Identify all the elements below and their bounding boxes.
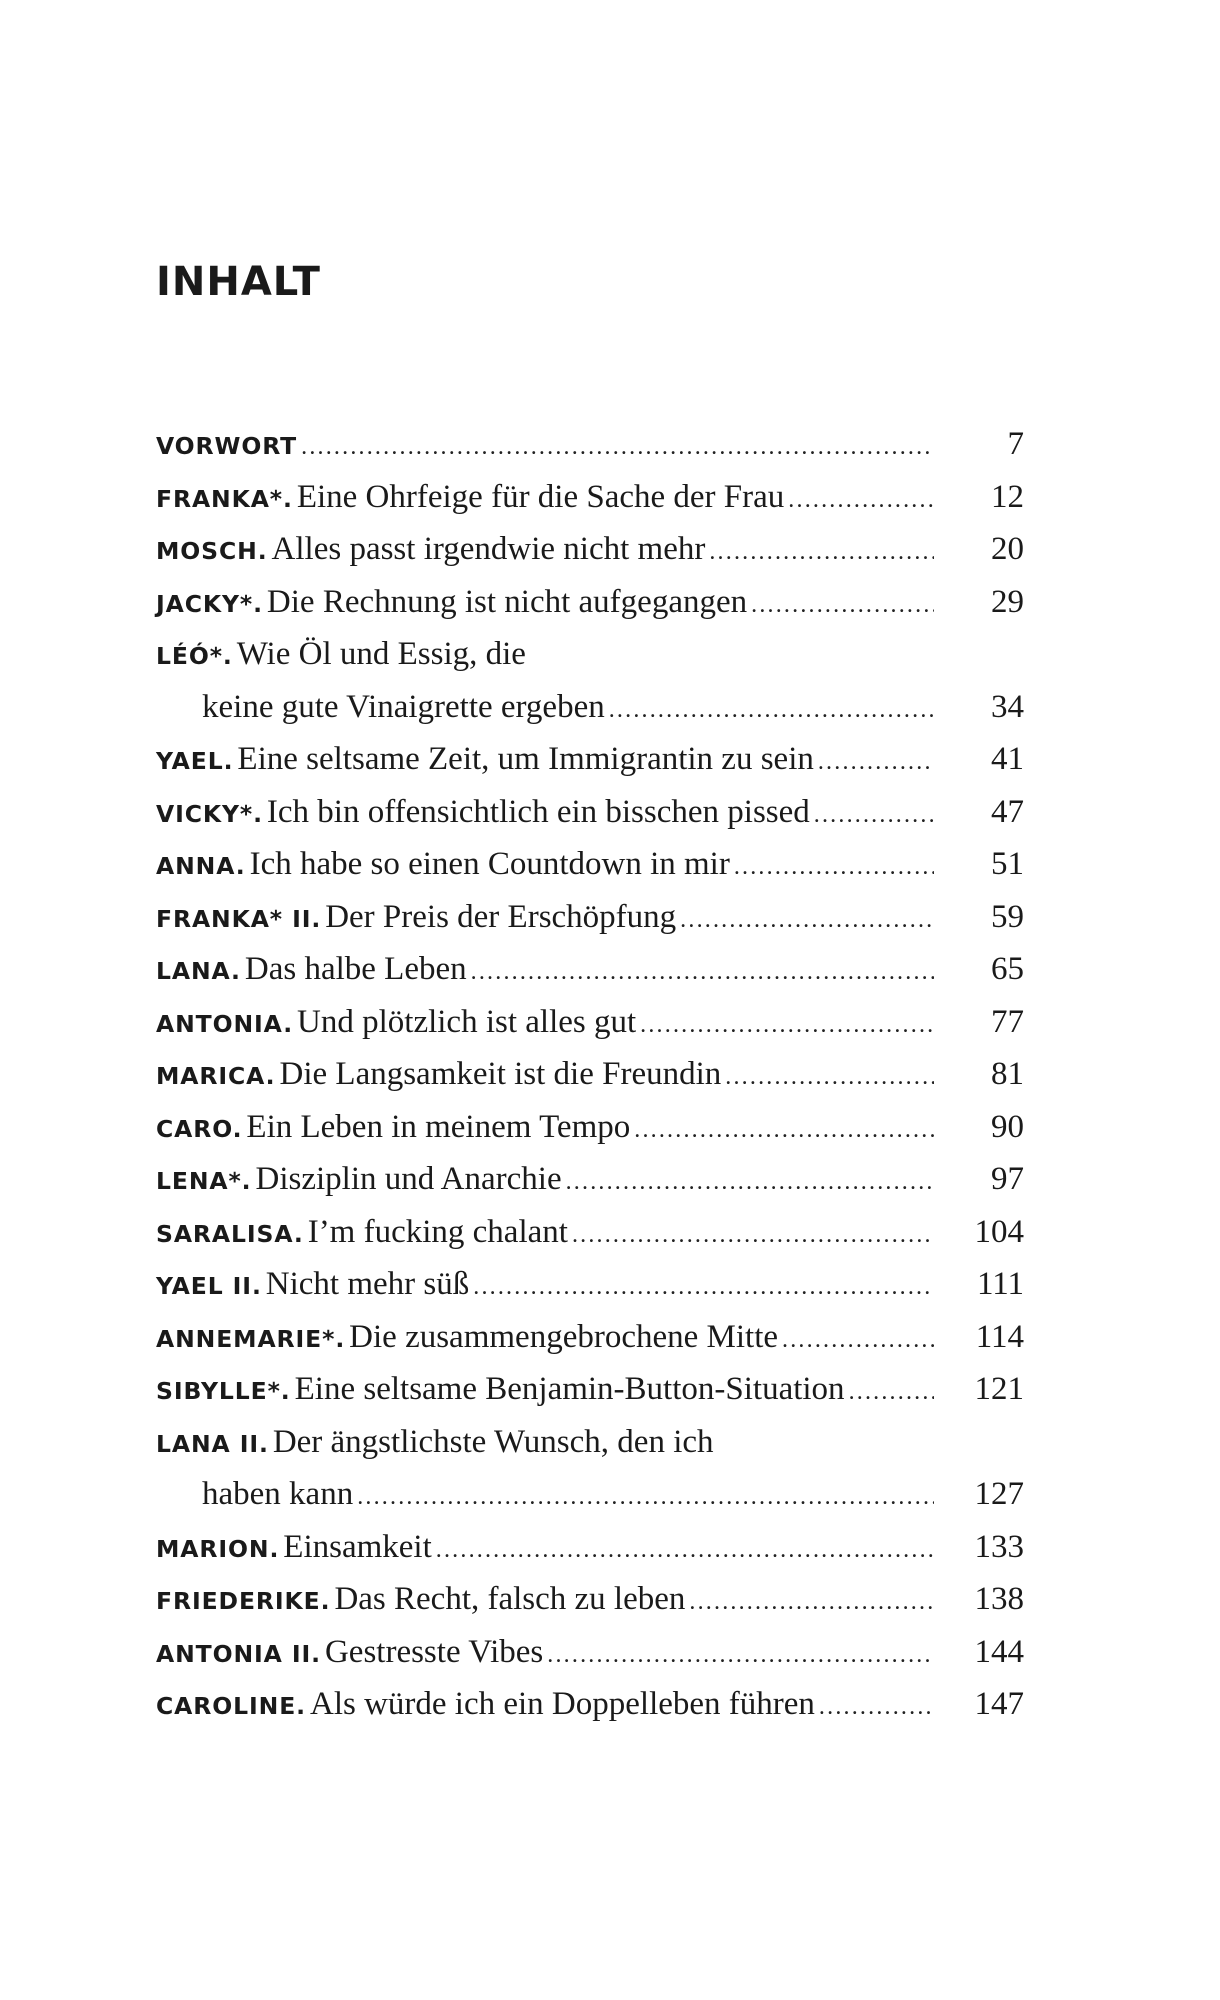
- toc-entry-line: [156, 418, 1024, 471]
- toc-entry: [156, 1101, 1024, 1154]
- toc-entry-page-number: 51: [991, 846, 1024, 882]
- toc-entry-line: [156, 1626, 1024, 1679]
- toc-entry-line: [156, 1101, 1024, 1154]
- toc-entry-name: VICKY*.: [156, 799, 263, 828]
- toc-entry-line: [156, 996, 1024, 1049]
- toc-entry-page-number: 29: [991, 583, 1024, 620]
- toc-entry-title: Die Rechnung ist nicht aufgegangen: [266, 583, 748, 620]
- toc-entry-title: Und plötzlich ist alles gut: [297, 1003, 637, 1040]
- toc-entry: [156, 418, 1024, 471]
- dot-leader: [788, 474, 934, 527]
- toc-entry-title: Die zusammengebrochene Mitte: [349, 1318, 779, 1355]
- toc-entry-page-number: 34: [991, 688, 1024, 725]
- toc-entry: [156, 523, 1024, 576]
- toc-entry: [156, 786, 1024, 839]
- toc-entry-page-number: 41: [991, 741, 1024, 777]
- toc-entry: [156, 1153, 1024, 1206]
- toc-entry-name: CARO.: [156, 1114, 243, 1143]
- toc-entry: [156, 1258, 1024, 1311]
- toc-entry: [156, 471, 1024, 524]
- toc-entry: [156, 1521, 1024, 1574]
- toc-entry-title: Der ängstlichste Wunsch, den ich: [272, 1423, 714, 1460]
- toc-entry-line: [156, 628, 1024, 681]
- dot-leader: [572, 1209, 934, 1262]
- toc-entry-line: [156, 786, 1024, 839]
- toc-entry-name: SIBYLLE*.: [156, 1377, 291, 1405]
- toc-entry-title: Eine seltsame Benjamin-Button-Situation: [294, 1371, 845, 1407]
- toc-entry-title: Ich habe so einen Countdown in mir: [249, 846, 730, 882]
- toc-entry-name: LANA.: [156, 957, 241, 985]
- dot-leader: [471, 946, 934, 999]
- toc-entry-page-number: 20: [991, 531, 1024, 567]
- toc-entry-continuation-line: [156, 1468, 1024, 1521]
- toc-entry-title: Wie Öl und Essig, die: [236, 636, 526, 672]
- toc-entry-line: [156, 1521, 1024, 1574]
- toc-entry: [156, 1626, 1024, 1679]
- toc-entry-page-number: 7: [1007, 426, 1024, 462]
- toc-entry-page-number: 121: [974, 1371, 1024, 1407]
- toc-entry-page-number: 127: [974, 1476, 1024, 1512]
- toc-entry-name: FRANKA*.: [156, 484, 293, 513]
- toc-entry: [156, 1573, 1024, 1626]
- toc-entry-title: Alles passt irgendwie nicht mehr: [271, 531, 706, 567]
- toc-entry-title: Ein Leben in meinem Tempo: [246, 1108, 631, 1145]
- toc-entry-name: ANNEMARIE*.: [156, 1324, 346, 1353]
- toc-entry: [156, 1678, 1024, 1731]
- toc-entry-name: ANTONIA.: [156, 1009, 294, 1038]
- toc-entry-line: [156, 1678, 1024, 1731]
- dot-leader: [547, 1629, 934, 1682]
- dot-leader: [782, 1314, 934, 1367]
- toc-entry-page-number: 90: [991, 1108, 1024, 1145]
- toc-entry-page-number: 65: [991, 951, 1024, 987]
- dot-leader: [849, 1366, 934, 1419]
- toc-entry-title-continued: haben kann: [202, 1476, 354, 1512]
- toc-entry-line: [156, 1258, 1024, 1311]
- toc-entry-line: [156, 1573, 1024, 1626]
- toc-entry-line: [156, 1311, 1024, 1364]
- book-page: [156, 0, 1024, 2000]
- dot-leader: [436, 1524, 934, 1577]
- toc-entry-name: YAEL II.: [156, 1272, 262, 1300]
- toc-entry-continuation-line: [156, 681, 1024, 734]
- toc-entry-name: VORWORT: [156, 432, 298, 460]
- dot-leader: [680, 894, 934, 947]
- toc-entry-name: ANTONIA II.: [156, 1639, 321, 1668]
- dot-leader: [640, 999, 934, 1052]
- toc-entry-name: SARALISA.: [156, 1219, 304, 1248]
- dot-leader: [566, 1156, 934, 1209]
- toc-entry: [156, 1416, 1024, 1521]
- toc-entry: [156, 943, 1024, 996]
- toc-entry-page-number: 97: [991, 1161, 1024, 1197]
- dot-leader: [734, 841, 934, 894]
- toc-entry-name: FRANKA* II.: [156, 904, 322, 933]
- dot-leader: [609, 684, 934, 737]
- toc-entry-line: [156, 1048, 1024, 1101]
- toc-entry: [156, 576, 1024, 629]
- dot-leader: [301, 421, 934, 474]
- toc-entry-page-number: 114: [975, 1318, 1024, 1355]
- toc-entry-title: Das halbe Leben: [244, 951, 467, 987]
- toc-entry-page-number: 12: [991, 478, 1024, 515]
- toc-entry-page-number: 81: [991, 1056, 1024, 1092]
- toc-entry-page-number: 59: [991, 898, 1024, 935]
- toc-entry: [156, 838, 1024, 891]
- table-of-contents: [156, 418, 1024, 1731]
- toc-entry: [156, 996, 1024, 1049]
- dot-leader: [473, 1261, 934, 1314]
- toc-entry: [156, 1206, 1024, 1259]
- toc-entry-page-number: 77: [991, 1003, 1024, 1040]
- dot-leader: [689, 1576, 934, 1629]
- toc-entry: [156, 1048, 1024, 1101]
- toc-entry-name: MARICA.: [156, 1062, 276, 1090]
- toc-entry-name: CAROLINE.: [156, 1692, 306, 1720]
- dot-leader: [818, 736, 934, 789]
- toc-entry-name: LÉÓ*.: [156, 642, 233, 670]
- toc-entry-line: [156, 733, 1024, 786]
- toc-entry: [156, 891, 1024, 944]
- toc-entry-line: [156, 1416, 1024, 1469]
- toc-entry-title: Ich bin offensichtlich ein bisschen pissed: [266, 793, 810, 830]
- toc-entry-title: Das Recht, falsch zu leben: [334, 1581, 686, 1617]
- dot-leader: [725, 1051, 934, 1104]
- toc-entry-line: [156, 838, 1024, 891]
- toc-entry-line: [156, 1206, 1024, 1259]
- toc-entry-line: [156, 576, 1024, 629]
- toc-entry-title: Eine Ohrfeige für die Sache der Frau: [296, 478, 785, 515]
- toc-entry-page-number: 111: [976, 1266, 1024, 1302]
- dot-leader: [819, 1681, 934, 1734]
- toc-entry-name: MOSCH.: [156, 537, 268, 565]
- toc-entry: [156, 733, 1024, 786]
- toc-entry-page-number: 144: [974, 1633, 1024, 1670]
- toc-entry-line: [156, 471, 1024, 524]
- dot-leader: [634, 1104, 934, 1157]
- toc-entry-page-number: 138: [974, 1581, 1024, 1617]
- dot-leader: [814, 789, 934, 842]
- dot-leader: [357, 1471, 934, 1524]
- toc-entry-page-number: 47: [991, 793, 1024, 830]
- toc-entry-title: Die Langsamkeit ist die Freundin: [279, 1056, 722, 1092]
- toc-entry-title: Gestresste Vibes: [324, 1633, 544, 1670]
- toc-entry-title: Nicht mehr süß: [265, 1266, 470, 1302]
- toc-entry-name: LANA II.: [156, 1429, 269, 1458]
- toc-entry-line: [156, 523, 1024, 576]
- dot-leader: [709, 526, 934, 579]
- toc-entry-title-continued: keine gute Vinaigrette ergeben: [202, 688, 605, 725]
- toc-entry: [156, 1363, 1024, 1416]
- toc-entry-line: [156, 943, 1024, 996]
- toc-entry-title: I’m fucking chalant: [307, 1213, 568, 1250]
- toc-entry-title: Der Preis der Erschöpfung: [325, 898, 677, 935]
- toc-entry-line: [156, 1363, 1024, 1416]
- toc-entry-title: Disziplin und Anarchie: [255, 1161, 562, 1197]
- toc-entry: [156, 628, 1024, 733]
- toc-entry-page-number: 147: [974, 1686, 1024, 1722]
- toc-entry-name: MARION.: [156, 1534, 280, 1563]
- toc-entry-name: LENA*.: [156, 1167, 252, 1195]
- toc-entry-name: YAEL.: [156, 747, 234, 775]
- page-title: INHALT: [156, 259, 321, 305]
- dot-leader: [751, 579, 934, 632]
- toc-entry: [156, 1311, 1024, 1364]
- toc-entry-title: Einsamkeit: [283, 1528, 432, 1565]
- toc-entry-page-number: 104: [974, 1213, 1024, 1250]
- toc-entry-line: [156, 891, 1024, 944]
- toc-entry-title: Als würde ich ein Doppelleben führen: [309, 1686, 815, 1722]
- toc-entry-page-number: 133: [974, 1528, 1024, 1565]
- toc-entry-line: [156, 1153, 1024, 1206]
- toc-entry-name: FRIEDERIKE.: [156, 1587, 331, 1615]
- toc-entry-title: Eine seltsame Zeit, um Immigrantin zu sein: [237, 741, 814, 777]
- toc-entry-name: JACKY*.: [156, 589, 263, 618]
- toc-entry-name: ANNA.: [156, 852, 246, 880]
